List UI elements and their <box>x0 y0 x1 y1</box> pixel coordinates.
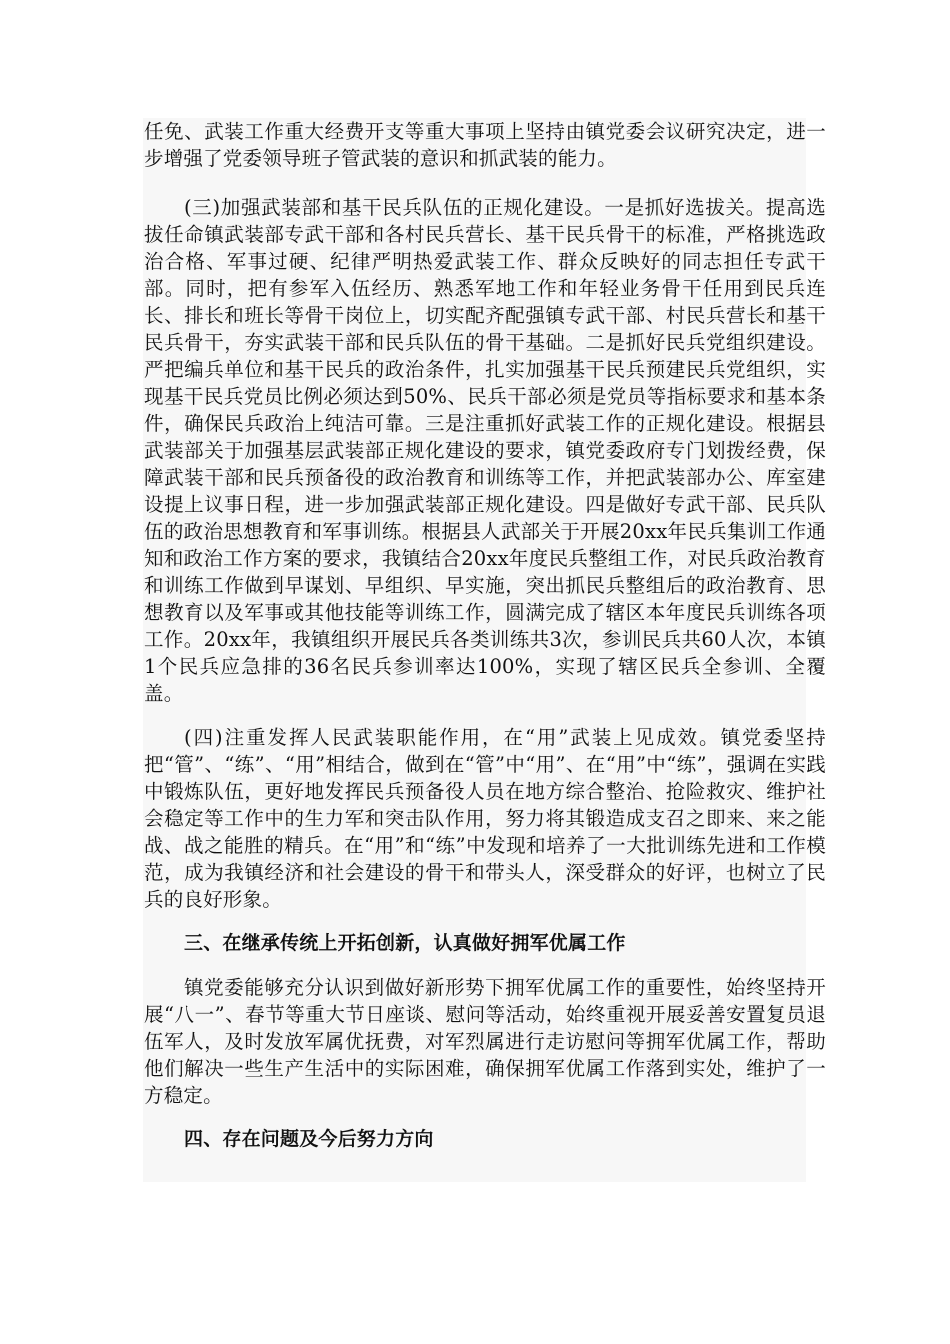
heading-three: 三、在继承传统上开拓创新，认真做好拥军优属工作 <box>184 932 626 954</box>
paragraph-support-army: 镇党委能够充分认识到做好新形势下拥军优属工作的重要性，始终坚持开展“八一”、春节等重大节日座谈、慰问等活动，始终重视开展妥善安置复员退伍军人，及时发放军属优抚费，对军烈属进行走访慰问等拥军优属工作，帮助他们解决一些生产生活中的实际困难，确保拥军优属工作落到实处，维护了一方稳定。 <box>144 976 826 1107</box>
document-body <box>144 118 826 1153</box>
paragraph-section-3: (三)加强武装部和基干民兵队伍的正规化建设。一是抓好选拔关。提高选拔任命镇武装部专武干部和各村民兵营长、基干民兵骨干的标准，严格挑选政治合格、军事过硬、纪律严明热爱武装工作、群众反映好的同志担任专武干部。同时，把有参军入伍经历、熟悉军地工作和年轻业务骨干任用到民兵连长、排长和班长等骨干岗位上，切实配齐配强镇专武干部、村民兵营长和基干民兵骨干，夯实武装干部和民兵队伍的骨干基础。二是抓好民兵党组织建设。严把编兵单位和基干民兵的政治条件，扎实加强基干民兵预建民兵党组织，实现基干民兵党员比例必须达到50%、民兵干部必须是党员等指标要求和基本条件，确保民兵政治上纯洁可靠。三是注重抓好武装工作的正规化建设。根据县武装部关于加强基层武装部正规化建设的要求，镇党委政府专门划拨经费，保障武装干部和民兵预备役的政治教育和训练等工作，并把武装部办公、库室建设提上议事日程，进一步加强武装部正规化建设。四是做好专武干部、民兵队伍的政治思想教育和军事训练。根据县人武部关于开展20xx年民兵集训工作通知和政治工作方案的要求，我镇结合20xx年度民兵整组工作，对民兵政治教育和训练工作做到早谋划、早组织、早实施，突出抓民兵整组后的政治教育、思想教育以及军事或其他技能等训练工作，圆满完成了辖区本年度民兵训练各项工作。20xx年，我镇组织开展民兵各类训练共3次，参训民兵共60人次，本镇1个民兵应急排的36名民兵参训率达100%，实现了辖区民兵全参训、全覆盖。 <box>144 196 826 705</box>
paragraph-gap <box>144 707 826 724</box>
paragraph-gap <box>144 172 826 194</box>
paragraph-gap <box>144 1109 826 1126</box>
paragraph-continuation: 任免、武装工作重大经费开支等重大事项上坚持由镇党委会议研究决定，进一步增强了党委领导班子管武装的意识和抓武装的能力。 <box>144 120 826 170</box>
paragraph-section-4: (四)注重发挥人民武装职能作用，在“用”武装上见成效。镇党委坚持把“管”、“练”、“用”相结合，做到在“管”中“用”、在“用”中“练”，强调在实践中锻炼队伍，更好地发挥民兵预备役人员在地方综合整治、抢险救灾、维护社会稳定等工作中的生力军和突击队作用，努力将其锻造成支召之即来、来之能战、战之能胜的精兵。在“用”和“练”中发现和培养了一大批训练先进和工作模范，成为我镇经济和社会建设的骨干和带头人，深受群众的好评，也树立了民兵的良好形象。 <box>144 726 826 911</box>
heading-four: 四、存在问题及今后努力方向 <box>184 1128 434 1150</box>
paragraph-gap <box>144 913 826 930</box>
paragraph-gap <box>144 957 826 974</box>
